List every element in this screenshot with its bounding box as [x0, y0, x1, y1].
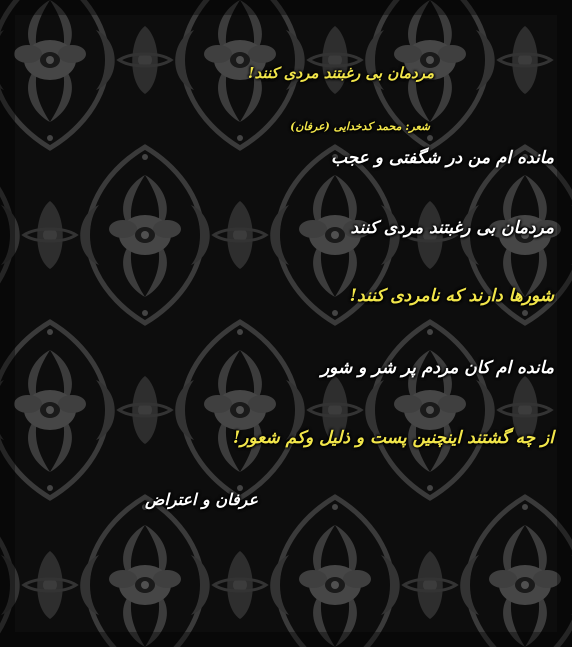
poem-signature: عرفان و اعتراض: [145, 490, 258, 509]
poem-verse-3: شورها دارند که نامردی کنند!: [349, 286, 554, 306]
poem-verse-5: از چه گشتند اینچنین پست و ذلیل وکم شعور!: [232, 428, 554, 448]
poem-verse-2: مردمان بی رغبتند مردی کنند: [350, 218, 554, 238]
poem-title: مردمان بی رغبتند مردی کنند!: [247, 64, 434, 82]
poem-verse-4: مانده ام کان مردم پر شر و شور: [320, 358, 554, 378]
poem-verse-1: مانده ام من در شگفتی و عجب: [331, 148, 554, 168]
poem-byline: شعر: محمد کدخدایی (عرفان): [290, 120, 430, 133]
